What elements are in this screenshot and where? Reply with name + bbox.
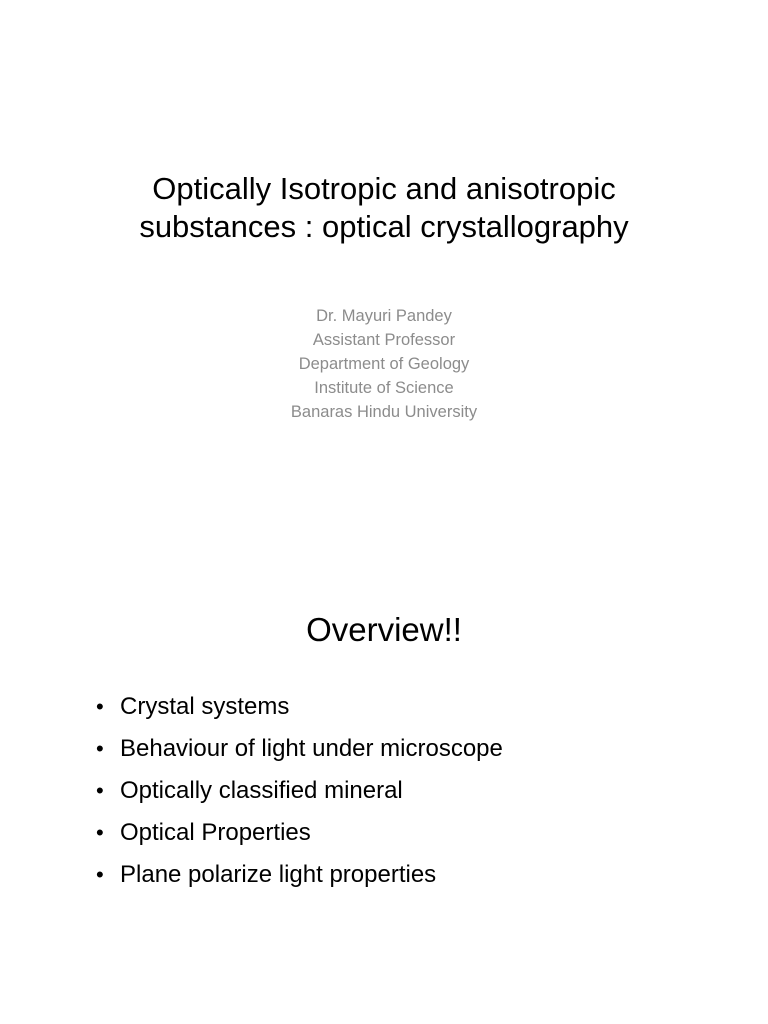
author-institute: Institute of Science xyxy=(314,379,454,397)
overview-slide xyxy=(0,512,768,1024)
bullet-text: Optical Properties xyxy=(120,819,311,846)
bullet-icon: • xyxy=(96,862,104,887)
author-university: Banaras Hindu University xyxy=(290,403,478,421)
list-item xyxy=(96,728,503,770)
bullet-text: Behaviour of light under microscope xyxy=(120,735,503,762)
bullet-icon: • xyxy=(96,736,104,761)
presentation-title xyxy=(0,170,768,246)
list-item xyxy=(96,686,503,728)
author-info xyxy=(0,304,768,424)
overview-title: Overview!! xyxy=(306,611,462,648)
title-line-2: substances : optical crystallography xyxy=(139,209,629,244)
author-name: Dr. Mayuri Pandey xyxy=(316,307,452,325)
overview-bullet-list xyxy=(96,686,503,896)
bullet-icon: • xyxy=(96,820,104,845)
list-item xyxy=(96,770,503,812)
bullet-icon: • xyxy=(96,778,104,803)
bullet-text: Crystal systems xyxy=(120,693,290,720)
bullet-text: Optically classified mineral xyxy=(120,777,403,804)
author-department: Department of Geology xyxy=(298,355,470,373)
list-item xyxy=(96,854,503,896)
list-item xyxy=(96,812,503,854)
author-position: Assistant Professor xyxy=(312,331,456,349)
bullet-text: Plane polarize light properties xyxy=(120,861,437,888)
bullet-icon: • xyxy=(96,694,104,719)
title-line-1: Optically Isotropic and anisotropic xyxy=(152,171,616,206)
